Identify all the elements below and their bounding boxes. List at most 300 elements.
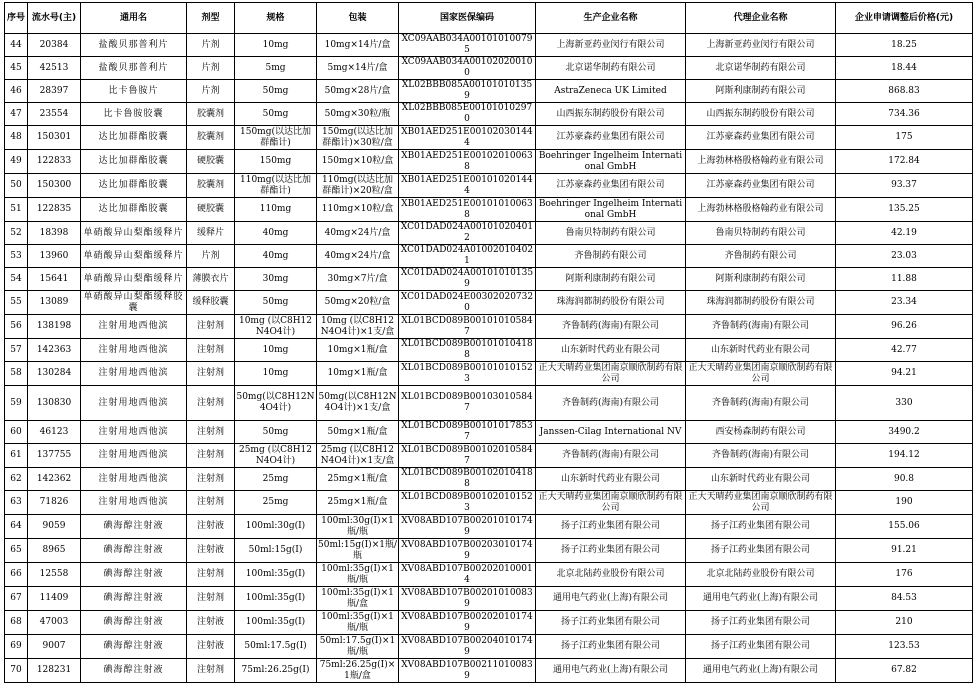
cell-serial: 11409 — [28, 587, 81, 611]
cell-price: 94.21 — [836, 362, 973, 386]
cell-serial: 42513 — [28, 57, 81, 80]
cell-spec: 100ml:30g(Ⅰ) — [235, 515, 317, 539]
cell-package: 110mg(以达比加群酯计)×20粒/盒 — [317, 174, 399, 198]
cell-agent: 山西振东制药股份有限公司 — [686, 103, 836, 126]
cell-no: 61 — [5, 444, 28, 468]
cell-dosage-form: 薄膜衣片 — [187, 268, 235, 291]
cell-package: 50mg(以C8H12N4O4计)×1支/盒 — [317, 386, 399, 421]
cell-serial: 130284 — [28, 362, 81, 386]
cell-spec: 10mg (以C8H12N4O4计) — [235, 315, 317, 339]
cell-manufacturer: 扬子江药业集团有限公司 — [536, 539, 686, 563]
table-row — [5, 659, 973, 683]
cell-agent: 山东新时代药业有限公司 — [686, 339, 836, 362]
cell-package: 50mg×20粒/盒 — [317, 291, 399, 315]
cell-dosage-form: 注射剂 — [187, 468, 235, 491]
cell-dosage-form: 片剂 — [187, 57, 235, 80]
cell-insurance-code: XL02BBB085E001010102970 — [399, 103, 536, 126]
cell-manufacturer: 齐鲁制药(海南)有限公司 — [536, 444, 686, 468]
cell-agent: 扬子江药业集团有限公司 — [686, 635, 836, 659]
header-dosage-form: 剂型 — [187, 3, 235, 34]
cell-generic-name: 注射用地西他滨 — [81, 362, 187, 386]
cell-insurance-code: XL01BCD089B001010101523 — [399, 362, 536, 386]
cell-generic-name: 注射用地西他滨 — [81, 468, 187, 491]
header-insurance-code: 国家医保编码 — [399, 3, 536, 34]
cell-no: 57 — [5, 339, 28, 362]
cell-manufacturer: 鲁南贝特制药有限公司 — [536, 222, 686, 245]
cell-insurance-code: XC09AAB034A001010100795 — [399, 34, 536, 57]
cell-insurance-code: XL01BCD089B001030105847 — [399, 386, 536, 421]
cell-agent: 正大天晴药业集团南京顺欣制药有限公司 — [686, 362, 836, 386]
cell-generic-name: 比卡鲁胺片 — [81, 80, 187, 103]
cell-insurance-code: XB01AED251E001020301444 — [399, 126, 536, 150]
cell-price: 42.19 — [836, 222, 973, 245]
cell-generic-name: 碘海醇注射液 — [81, 539, 187, 563]
cell-no: 63 — [5, 491, 28, 515]
cell-serial: 13960 — [28, 245, 81, 268]
table-row — [5, 362, 973, 386]
cell-dosage-form: 注射剂 — [187, 315, 235, 339]
cell-insurance-code: XL01BCD089B001010104188 — [399, 339, 536, 362]
table-row — [5, 539, 973, 563]
cell-manufacturer: 扬子江药业集团有限公司 — [536, 635, 686, 659]
cell-no: 60 — [5, 421, 28, 444]
table-row — [5, 339, 973, 362]
cell-insurance-code: XC01DAD024A001010101359 — [399, 268, 536, 291]
cell-no: 47 — [5, 103, 28, 126]
cell-price: 123.53 — [836, 635, 973, 659]
cell-agent: 齐鲁制药(海南)有限公司 — [686, 315, 836, 339]
cell-serial: 150301 — [28, 126, 81, 150]
cell-agent: 江苏豪森药业集团有限公司 — [686, 174, 836, 198]
cell-price: 23.03 — [836, 245, 973, 268]
cell-manufacturer: 珠海润都制药股份有限公司 — [536, 291, 686, 315]
cell-no: 49 — [5, 150, 28, 174]
cell-spec: 75ml:26.25g(Ⅰ) — [235, 659, 317, 683]
cell-price: 330 — [836, 386, 973, 421]
cell-no: 53 — [5, 245, 28, 268]
cell-generic-name: 单硝酸异山梨酯缓释胶囊 — [81, 291, 187, 315]
cell-agent: 北京北陆药业股份有限公司 — [686, 563, 836, 587]
cell-agent: 阿斯利康制药有限公司 — [686, 80, 836, 103]
cell-no: 55 — [5, 291, 28, 315]
cell-agent: 鲁南贝特制药有限公司 — [686, 222, 836, 245]
cell-spec: 40mg — [235, 222, 317, 245]
cell-price: 190 — [836, 491, 973, 515]
cell-price: 3490.2 — [836, 421, 973, 444]
cell-package: 50mg×1瓶/盒 — [317, 421, 399, 444]
cell-insurance-code: XL01BCD089B001010105847 — [399, 315, 536, 339]
cell-manufacturer: 正大天晴药业集团南京顺欣制药有限公司 — [536, 362, 686, 386]
cell-price: 90.8 — [836, 468, 973, 491]
table-row — [5, 386, 973, 421]
cell-package: 10mg×1瓶/盒 — [317, 339, 399, 362]
cell-price: 734.36 — [836, 103, 973, 126]
cell-package: 50ml:17.5g(Ⅰ)×1瓶/瓶 — [317, 635, 399, 659]
cell-generic-name: 注射用地西他滨 — [81, 444, 187, 468]
table-row — [5, 174, 973, 198]
cell-spec: 100ml:35g(Ⅰ) — [235, 587, 317, 611]
cell-price: 194.12 — [836, 444, 973, 468]
table-row — [5, 635, 973, 659]
cell-package: 100ml:35g(Ⅰ)×1瓶/瓶 — [317, 563, 399, 587]
cell-package: 75ml:26.25g(Ⅰ)×1瓶/盒 — [317, 659, 399, 683]
cell-package: 10mg×1瓶/盒 — [317, 362, 399, 386]
cell-manufacturer: Boehringer Ingelheim International GmbH — [536, 150, 686, 174]
cell-generic-name: 碘海醇注射液 — [81, 635, 187, 659]
cell-serial: 8965 — [28, 539, 81, 563]
cell-insurance-code: XL01BCD089B001010178537 — [399, 421, 536, 444]
cell-insurance-code: XB01AED251E001010201444 — [399, 174, 536, 198]
cell-insurance-code: XV08ABD107B002010101749 — [399, 515, 536, 539]
cell-manufacturer: 江苏豪森药业集团有限公司 — [536, 174, 686, 198]
cell-package: 40mg×24片/盒 — [317, 222, 399, 245]
cell-price: 176 — [836, 563, 973, 587]
cell-dosage-form: 胶囊剂 — [187, 103, 235, 126]
cell-serial: 15641 — [28, 268, 81, 291]
cell-agent: 通用电气药业(上海)有限公司 — [686, 659, 836, 683]
cell-generic-name: 达比加群酯胶囊 — [81, 198, 187, 222]
cell-serial: 23554 — [28, 103, 81, 126]
cell-agent: 齐鲁制药有限公司 — [686, 245, 836, 268]
cell-generic-name: 碘海醇注射液 — [81, 587, 187, 611]
cell-generic-name: 盐酸贝那普利片 — [81, 57, 187, 80]
cell-manufacturer: 通用电气药业(上海)有限公司 — [536, 587, 686, 611]
cell-generic-name: 注射用地西他滨 — [81, 491, 187, 515]
cell-generic-name: 碘海醇注射液 — [81, 659, 187, 683]
cell-price: 155.06 — [836, 515, 973, 539]
cell-insurance-code: XL01BCD089B001020101523 — [399, 491, 536, 515]
cell-spec: 150mg(以达比加群酯计) — [235, 126, 317, 150]
cell-spec: 25mg — [235, 491, 317, 515]
cell-spec: 50mg — [235, 421, 317, 444]
cell-spec: 50mg — [235, 291, 317, 315]
cell-serial: 46123 — [28, 421, 81, 444]
cell-no: 68 — [5, 611, 28, 635]
table-row — [5, 444, 973, 468]
table-row — [5, 563, 973, 587]
cell-package: 110mg×10粒/盒 — [317, 198, 399, 222]
cell-generic-name: 单硝酸异山梨酯缓释片 — [81, 222, 187, 245]
cell-spec: 50mg(以C8H12N4O4计) — [235, 386, 317, 421]
cell-manufacturer: 阿斯利康制药有限公司 — [536, 268, 686, 291]
table-row — [5, 468, 973, 491]
cell-no: 46 — [5, 80, 28, 103]
cell-dosage-form: 注射剂 — [187, 563, 235, 587]
table-body — [5, 34, 973, 683]
cell-dosage-form: 片剂 — [187, 34, 235, 57]
cell-serial: 47003 — [28, 611, 81, 635]
cell-insurance-code: XL01BCD089B001020104188 — [399, 468, 536, 491]
cell-spec: 50mg — [235, 80, 317, 103]
cell-spec: 10mg — [235, 362, 317, 386]
cell-dosage-form: 胶囊剂 — [187, 174, 235, 198]
cell-dosage-form: 片剂 — [187, 80, 235, 103]
cell-package: 10mg×14片/盒 — [317, 34, 399, 57]
cell-agent: 上海新亚药业闵行有限公司 — [686, 34, 836, 57]
table-row — [5, 126, 973, 150]
table-row — [5, 587, 973, 611]
table-row — [5, 198, 973, 222]
price-adjustment-table — [4, 2, 973, 683]
cell-dosage-form: 注射液 — [187, 611, 235, 635]
cell-package: 5mg×14片/盒 — [317, 57, 399, 80]
cell-insurance-code: XV08ABD107B002020101749 — [399, 611, 536, 635]
cell-generic-name: 注射用地西他滨 — [81, 386, 187, 421]
cell-package: 50mg×28片/盒 — [317, 80, 399, 103]
cell-serial: 122833 — [28, 150, 81, 174]
cell-insurance-code: XV08ABD107B002030101749 — [399, 539, 536, 563]
cell-price: 67.82 — [836, 659, 973, 683]
cell-manufacturer: 北京北陆药业股份有限公司 — [536, 563, 686, 587]
cell-manufacturer: 正大天晴药业集团南京顺欣制药有限公司 — [536, 491, 686, 515]
cell-serial: 18398 — [28, 222, 81, 245]
cell-dosage-form: 硬胶囊 — [187, 150, 235, 174]
cell-price: 868.83 — [836, 80, 973, 103]
cell-spec: 50ml:15g(Ⅰ) — [235, 539, 317, 563]
cell-agent: 西安杨森制药有限公司 — [686, 421, 836, 444]
cell-insurance-code: XV08ABD107B002020100014 — [399, 563, 536, 587]
cell-package: 30mg×7片/盒 — [317, 268, 399, 291]
cell-spec: 30mg — [235, 268, 317, 291]
cell-insurance-code: XV08ABD107B002040101749 — [399, 635, 536, 659]
cell-no: 67 — [5, 587, 28, 611]
cell-generic-name: 注射用地西他滨 — [81, 339, 187, 362]
cell-price: 210 — [836, 611, 973, 635]
price-table-container — [4, 2, 973, 683]
header-row — [5, 3, 973, 34]
cell-serial: 28397 — [28, 80, 81, 103]
cell-package: 10mg (以C8H12N4O4计)×1支/盒 — [317, 315, 399, 339]
cell-agent: 齐鲁制药(海南)有限公司 — [686, 444, 836, 468]
header-spec: 规格 — [235, 3, 317, 34]
table-row — [5, 150, 973, 174]
cell-dosage-form: 片剂 — [187, 245, 235, 268]
table-row — [5, 222, 973, 245]
cell-package: 25mg (以C8H12N4O4计)×1支/盒 — [317, 444, 399, 468]
cell-generic-name: 碘海醇注射液 — [81, 611, 187, 635]
table-row — [5, 421, 973, 444]
table-row — [5, 515, 973, 539]
cell-manufacturer: 齐鲁制药(海南)有限公司 — [536, 386, 686, 421]
cell-agent: 上海勃林格殷格翰药业有限公司 — [686, 150, 836, 174]
cell-price: 135.25 — [836, 198, 973, 222]
cell-serial: 20384 — [28, 34, 81, 57]
cell-generic-name: 达比加群酯胶囊 — [81, 174, 187, 198]
cell-package: 100ml:30g(Ⅰ)×1瓶/瓶 — [317, 515, 399, 539]
cell-agent: 齐鲁制药(海南)有限公司 — [686, 386, 836, 421]
cell-spec: 25mg (以C8H12N4O4计) — [235, 444, 317, 468]
cell-no: 44 — [5, 34, 28, 57]
cell-spec: 150mg — [235, 150, 317, 174]
cell-price: 18.44 — [836, 57, 973, 80]
cell-no: 59 — [5, 386, 28, 421]
cell-dosage-form: 缓释胶囊 — [187, 291, 235, 315]
cell-agent: 北京诺华制药有限公司 — [686, 57, 836, 80]
cell-insurance-code: XB01AED251E001020100638 — [399, 150, 536, 174]
cell-insurance-code: XC01DAD024E003020207320 — [399, 291, 536, 315]
table-row — [5, 103, 973, 126]
cell-serial: 150300 — [28, 174, 81, 198]
cell-spec: 50ml:17.5g(Ⅰ) — [235, 635, 317, 659]
cell-price: 42.77 — [836, 339, 973, 362]
header-serial: 流水号(主) — [28, 3, 81, 34]
cell-dosage-form: 注射剂 — [187, 491, 235, 515]
cell-agent: 扬子江药业集团有限公司 — [686, 515, 836, 539]
cell-manufacturer: 通用电气药业(上海)有限公司 — [536, 659, 686, 683]
cell-no: 50 — [5, 174, 28, 198]
cell-agent: 扬子江药业集团有限公司 — [686, 539, 836, 563]
cell-serial: 138198 — [28, 315, 81, 339]
cell-generic-name: 碘海醇注射液 — [81, 515, 187, 539]
cell-no: 62 — [5, 468, 28, 491]
cell-manufacturer: 山西振东制药股份有限公司 — [536, 103, 686, 126]
cell-serial: 9007 — [28, 635, 81, 659]
cell-dosage-form: 胶囊剂 — [187, 126, 235, 150]
table-row — [5, 245, 973, 268]
cell-manufacturer: Boehringer Ingelheim International GmbH — [536, 198, 686, 222]
cell-spec: 10mg — [235, 34, 317, 57]
cell-price: 84.53 — [836, 587, 973, 611]
cell-package: 100ml:35g(Ⅰ)×1瓶/盒 — [317, 587, 399, 611]
table-row — [5, 611, 973, 635]
cell-manufacturer: Janssen-Cilag International NV — [536, 421, 686, 444]
cell-generic-name: 单硝酸异山梨酯缓释片 — [81, 268, 187, 291]
cell-serial: 130830 — [28, 386, 81, 421]
cell-package: 150mg×10粒/盒 — [317, 150, 399, 174]
cell-no: 66 — [5, 563, 28, 587]
cell-dosage-form: 注射液 — [187, 539, 235, 563]
cell-dosage-form: 注射液 — [187, 515, 235, 539]
cell-generic-name: 单硝酸异山梨酯缓释片 — [81, 245, 187, 268]
cell-price: 93.37 — [836, 174, 973, 198]
header-package: 包装 — [317, 3, 399, 34]
cell-price: 23.34 — [836, 291, 973, 315]
cell-insurance-code: XB01AED251E001010100638 — [399, 198, 536, 222]
table-row — [5, 34, 973, 57]
cell-price: 175 — [836, 126, 973, 150]
cell-spec: 40mg — [235, 245, 317, 268]
cell-manufacturer: 北京诺华制药有限公司 — [536, 57, 686, 80]
table-row — [5, 291, 973, 315]
cell-agent: 上海勃林格殷格翰药业有限公司 — [686, 198, 836, 222]
cell-manufacturer: 江苏豪森药业集团有限公司 — [536, 126, 686, 150]
cell-agent: 江苏豪森药业集团有限公司 — [686, 126, 836, 150]
cell-generic-name: 注射用地西他滨 — [81, 421, 187, 444]
header-generic-name: 通用名 — [81, 3, 187, 34]
cell-no: 58 — [5, 362, 28, 386]
cell-dosage-form: 注射液 — [187, 635, 235, 659]
cell-agent: 珠海润都制药股份有限公司 — [686, 291, 836, 315]
cell-spec: 10mg — [235, 339, 317, 362]
header-no: 序号 — [5, 3, 28, 34]
cell-agent: 阿斯利康制药有限公司 — [686, 268, 836, 291]
cell-dosage-form: 注射剂 — [187, 386, 235, 421]
cell-insurance-code: XV08ABD107B002110100839 — [399, 659, 536, 683]
cell-price: 18.25 — [836, 34, 973, 57]
cell-dosage-form: 注射剂 — [187, 587, 235, 611]
cell-dosage-form: 缓释片 — [187, 222, 235, 245]
cell-serial: 128231 — [28, 659, 81, 683]
cell-no: 69 — [5, 635, 28, 659]
header-agent: 代理企业名称 — [686, 3, 836, 34]
cell-spec: 110mg(以达比加群酯计) — [235, 174, 317, 198]
cell-dosage-form: 注射剂 — [187, 444, 235, 468]
cell-dosage-form: 注射剂 — [187, 362, 235, 386]
cell-price: 91.21 — [836, 539, 973, 563]
cell-insurance-code: XC01DAD024A001010204012 — [399, 222, 536, 245]
cell-generic-name: 碘海醇注射液 — [81, 563, 187, 587]
cell-agent: 山东新时代药业有限公司 — [686, 468, 836, 491]
cell-manufacturer: 扬子江药业集团有限公司 — [536, 611, 686, 635]
cell-no: 70 — [5, 659, 28, 683]
cell-manufacturer: 上海新亚药业闵行有限公司 — [536, 34, 686, 57]
cell-generic-name: 注射用地西他滨 — [81, 315, 187, 339]
cell-insurance-code: XC01DAD024A010020104021 — [399, 245, 536, 268]
cell-serial: 142362 — [28, 468, 81, 491]
header-manufacturer: 生产企业名称 — [536, 3, 686, 34]
cell-serial: 13089 — [28, 291, 81, 315]
cell-dosage-form: 注射剂 — [187, 659, 235, 683]
cell-insurance-code: XL01BCD089B001020105847 — [399, 444, 536, 468]
cell-price: 172.84 — [836, 150, 973, 174]
cell-no: 56 — [5, 315, 28, 339]
cell-no: 52 — [5, 222, 28, 245]
cell-insurance-code: XC09AAB034A001020200100 — [399, 57, 536, 80]
cell-manufacturer: 山东新时代药业有限公司 — [536, 468, 686, 491]
cell-package: 150mg(以达比加群酯计)×30粒/盒 — [317, 126, 399, 150]
cell-spec: 100ml:35g(Ⅰ) — [235, 563, 317, 587]
cell-insurance-code: XV08ABD107B002010100839 — [399, 587, 536, 611]
cell-dosage-form: 注射剂 — [187, 339, 235, 362]
cell-serial: 12558 — [28, 563, 81, 587]
cell-spec: 50mg — [235, 103, 317, 126]
cell-agent: 扬子江药业集团有限公司 — [686, 611, 836, 635]
cell-manufacturer: AstraZeneca UK Limited — [536, 80, 686, 103]
cell-manufacturer: 山东新时代药业有限公司 — [536, 339, 686, 362]
cell-spec: 25mg — [235, 468, 317, 491]
table-row — [5, 80, 973, 103]
cell-package: 25mg×1瓶/盒 — [317, 491, 399, 515]
cell-manufacturer: 齐鲁制药(海南)有限公司 — [536, 315, 686, 339]
table-row — [5, 57, 973, 80]
header-price: 企业申请调整后价格(元) — [836, 3, 973, 34]
cell-serial: 137755 — [28, 444, 81, 468]
cell-generic-name: 比卡鲁胺胶囊 — [81, 103, 187, 126]
cell-generic-name: 盐酸贝那普利片 — [81, 34, 187, 57]
cell-spec: 110mg — [235, 198, 317, 222]
cell-dosage-form: 注射剂 — [187, 421, 235, 444]
cell-package: 50ml:15g(Ⅰ)×1瓶/瓶 — [318, 539, 397, 561]
cell-package: 100ml:35g(Ⅰ)×1瓶/瓶 — [317, 611, 399, 635]
cell-generic-name: 达比加群酯胶囊 — [81, 150, 187, 174]
cell-package: 50mg×30粒/瓶 — [317, 103, 399, 126]
cell-no: 64 — [5, 515, 28, 539]
cell-no: 45 — [5, 57, 28, 80]
table-row — [5, 491, 973, 515]
cell-insurance-code: XL02BBB085A001010101359 — [399, 80, 536, 103]
cell-no: 65 — [5, 539, 28, 563]
cell-agent: 正大天晴药业集团南京顺欣制药有限公司 — [686, 491, 836, 515]
cell-price: 11.88 — [836, 268, 973, 291]
cell-no: 54 — [5, 268, 28, 291]
cell-serial: 9059 — [28, 515, 81, 539]
cell-manufacturer: 扬子江药业集团有限公司 — [536, 515, 686, 539]
cell-serial: 71826 — [28, 491, 81, 515]
cell-manufacturer: 齐鲁制药有限公司 — [536, 245, 686, 268]
cell-package: 40mg×24片/盒 — [317, 245, 399, 268]
cell-generic-name: 达比加群酯胶囊 — [81, 126, 187, 150]
cell-serial: 122835 — [28, 198, 81, 222]
